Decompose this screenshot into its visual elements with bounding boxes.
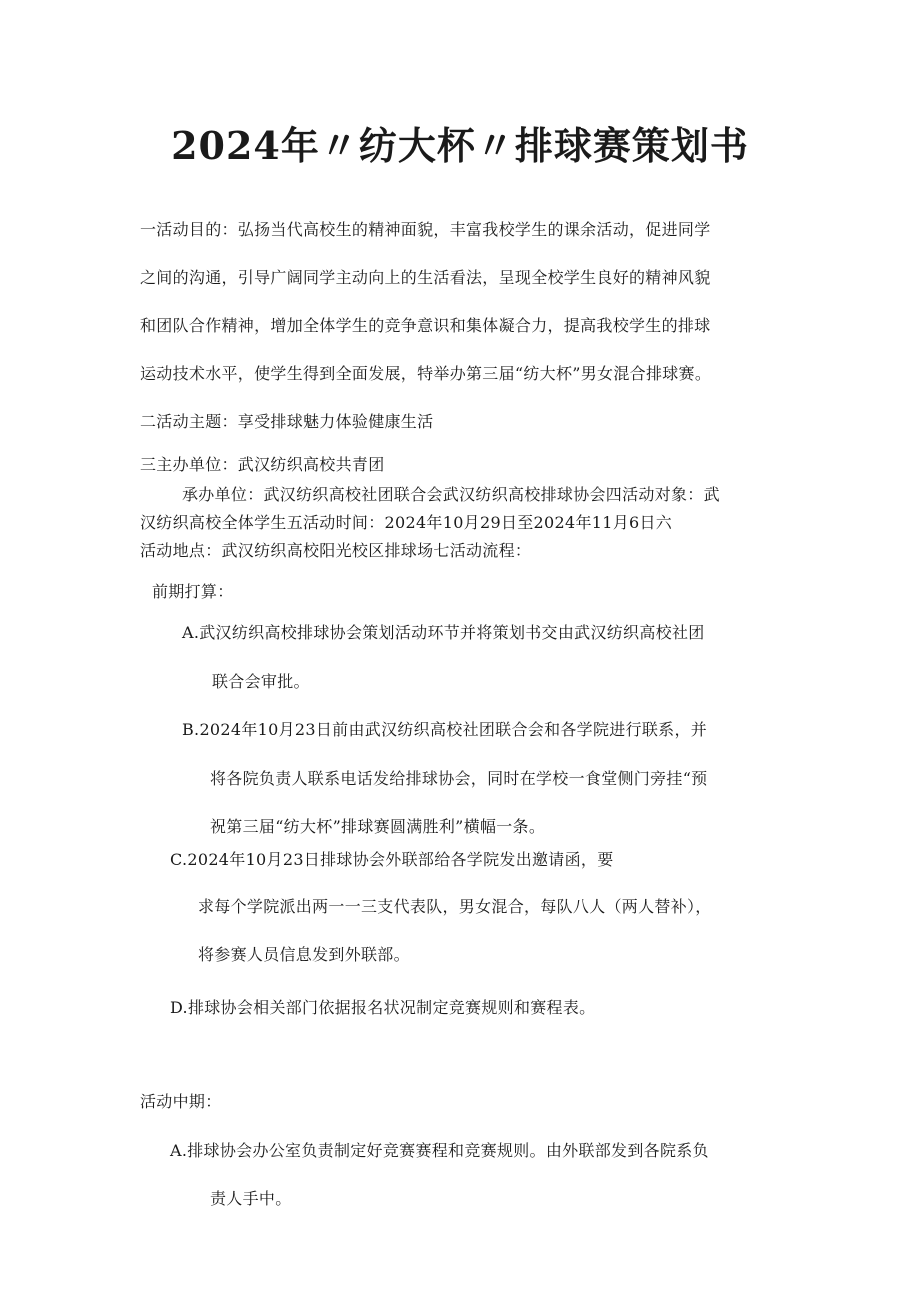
early-item-c-line-2: 求每个学院派出两一一三支代表队，男女混合，每队八人（两人替补）， [198, 897, 712, 916]
early-heading: 前期打算： [152, 582, 234, 601]
early-item-a-line-2: 联合会审批。 [212, 672, 310, 691]
early-item-b-line-1: B.2024年10月23日前由武汉纺织高校社团联合会和各学院进行联系，并 [182, 720, 708, 739]
purpose-line-2: 之间的沟通，引导广阔同学主动向上的生活看法，呈现全校学生良好的精神风貌 [140, 268, 711, 287]
document-title: 2024年〃纺大杯〃排球赛策划书 [171, 123, 749, 168]
organizer-line: 三主办单位：武汉纺织高校共青团 [140, 455, 385, 474]
early-item-a-line-1: A.武汉纺织高校排球协会策划活动环节并将策划书交由武汉纺织高校社团 [182, 623, 705, 642]
purpose-line-1: 一活动目的：弘扬当代高校生的精神面貌，丰富我校学生的课余活动，促进同学 [140, 220, 711, 239]
early-item-b-line-2: 将各院负责人联系电话发给排球协会，同时在学校一食堂侧门旁挂“预 [210, 769, 708, 788]
early-item-c-line-3: 将参赛人员信息发到外联部。 [198, 945, 410, 964]
purpose-line-4: 运动技术水平，使学生得到全面发展，特举办第三届“纺大杯”男女混合排球赛。 [140, 364, 712, 383]
theme-line: 二活动主题：享受排球魅力体验健康生活 [140, 412, 434, 431]
info-line-3: 活动地点：武汉纺织高校阳光校区排球场七活动流程： [140, 541, 532, 560]
middle-item-a-line-2: 责人手中。 [210, 1189, 292, 1208]
info-line-2: 汉纺织高校全体学生五活动时间：2024年10月29日至2024年11月6日六 [140, 513, 673, 532]
early-item-c-line-1: C.2024年10月23日排球协会外联部给各学院发出邀请函，要 [170, 850, 614, 869]
early-item-b-line-3: 祝第三届“纺大杯”排球赛圆满胜利”横幅一条。 [210, 817, 546, 836]
early-item-d-line-1: D.排球协会相关部门依据报名状况制定竞赛规则和赛程表。 [170, 998, 596, 1017]
info-line-1: 承办单位：武汉纺织高校社团联合会武汉纺织高校排球协会四活动对象：武 [182, 485, 720, 504]
purpose-line-3: 和团队合作精神，增加全体学生的竞争意识和集体凝合力，提高我校学生的排球 [140, 316, 711, 335]
middle-heading: 活动中期： [140, 1092, 222, 1111]
middle-item-a-line-1: A.排球协会办公室负责制定好竞赛赛程和竞赛规则。由外联部发到各院系负 [170, 1141, 709, 1160]
